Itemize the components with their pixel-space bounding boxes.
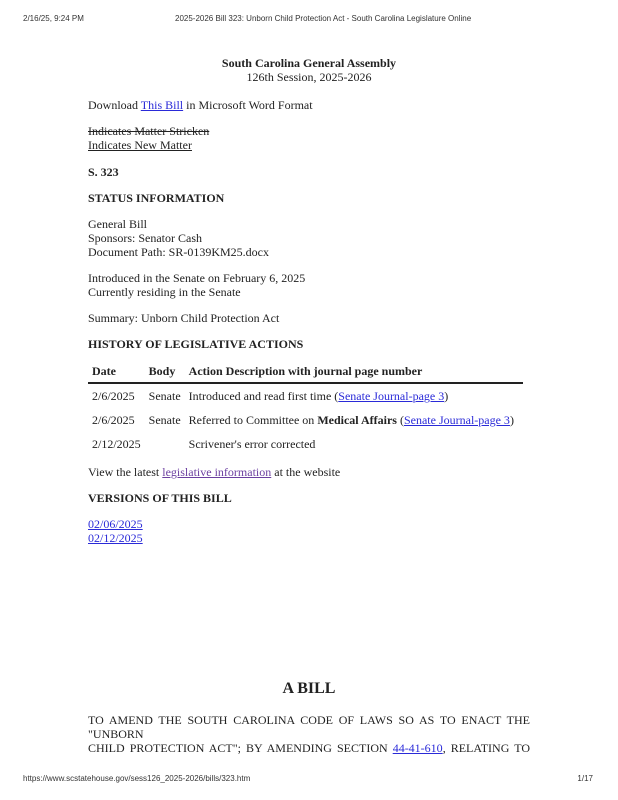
- history-action: [185, 432, 523, 456]
- bill-document: [88, 56, 530, 545]
- versions-heading: VERSIONS OF THIS BILL: [88, 491, 232, 505]
- download-line: [88, 98, 530, 112]
- history-date: 2/12/2025: [92, 437, 141, 451]
- column-date: Date: [88, 361, 145, 383]
- history-row: [88, 408, 523, 432]
- journal-link[interactable]: Senate Journal-page 3: [403, 413, 510, 427]
- column-action: Action Description with journal page number: [185, 361, 523, 383]
- history-header-row: [88, 361, 523, 383]
- download-bill-link[interactable]: This Bill: [140, 98, 184, 112]
- action-text: Scrivener's error corrected: [188, 437, 316, 451]
- assembly-name: South Carolina General Assembly: [221, 56, 397, 70]
- history-table: [88, 361, 523, 456]
- latest-info-line: [88, 465, 530, 479]
- history-body: Senate: [148, 413, 181, 427]
- bill-text-line-2-suffix: , RELATING TO: [442, 741, 530, 755]
- print-header: [0, 14, 618, 28]
- version-link[interactable]: 02/06/2025: [88, 517, 143, 531]
- print-url: https://www.scstatehouse.gov/sess126_2025-2026/bills/323.htm: [23, 774, 251, 783]
- history-body: Senate: [148, 389, 181, 403]
- history-row: [88, 383, 523, 408]
- bill-title: A BILL: [282, 680, 336, 697]
- history-row: [88, 432, 523, 456]
- status-details: [88, 217, 530, 259]
- bill-text-line-2-prefix: CHILD PROTECTION ACT"; BY AMENDING SECTION: [88, 741, 393, 755]
- code-section-link[interactable]: 44-41-610: [392, 741, 443, 755]
- print-datetime: 2/16/25, 9:24 PM: [23, 14, 84, 23]
- bill-text: [88, 713, 530, 755]
- legend-stricken: Indicates Matter Stricken: [88, 124, 210, 138]
- print-footer: [0, 774, 618, 788]
- versions-list: [88, 517, 530, 545]
- history-action: [185, 383, 523, 408]
- history-action: [185, 408, 523, 432]
- download-prefix: Download: [88, 98, 141, 112]
- journal-link[interactable]: Senate Journal-page 3: [338, 389, 445, 403]
- document-path: Document Path: SR-0139KM25.docx: [88, 245, 269, 259]
- download-suffix: in Microsoft Word Format: [183, 98, 313, 112]
- action-mid: (: [396, 413, 404, 427]
- sponsors: Sponsors: Senator Cash: [88, 231, 202, 245]
- bill-summary: Summary: Unborn Child Protection Act: [88, 311, 280, 325]
- status-heading: STATUS INFORMATION: [88, 191, 225, 205]
- legend: [88, 124, 530, 152]
- history-heading: HISTORY OF LEGISLATIVE ACTIONS: [88, 337, 304, 351]
- bill-text-line-1: TO AMEND THE SOUTH CAROLINA CODE OF LAWS SO AS TO ENACT THE "UNBORN: [88, 713, 530, 741]
- action-suffix: ): [444, 389, 449, 403]
- history-date: 2/6/2025: [92, 389, 135, 403]
- action-text: Introduced and read first time (: [188, 389, 339, 403]
- latest-info-suffix: at the website: [271, 465, 341, 479]
- session-name: 126th Session, 2025-2026: [246, 70, 372, 84]
- action-text: Referred to Committee on: [188, 413, 318, 427]
- introduced-date: Introduced in the Senate on February 6, 2025: [88, 271, 306, 285]
- legend-new-matter: Indicates New Matter: [88, 138, 192, 152]
- bill-text-line-2: [88, 741, 530, 755]
- bill-type: General Bill: [88, 217, 147, 231]
- latest-info-prefix: View the latest: [88, 465, 163, 479]
- status-location: [88, 271, 530, 299]
- legislative-information-link[interactable]: legislative information: [162, 465, 272, 479]
- current-location: Currently residing in the Senate: [88, 285, 241, 299]
- column-body: Body: [145, 361, 185, 383]
- history-date: 2/6/2025: [92, 413, 135, 427]
- version-link[interactable]: 02/12/2025: [88, 531, 143, 545]
- committee-name: Medical Affairs: [317, 413, 397, 427]
- print-page-title: 2025-2026 Bill 323: Unborn Child Protection Act - South Carolina Legislature Online: [175, 14, 472, 23]
- bill-number: S. 323: [88, 165, 119, 179]
- action-suffix: ): [509, 413, 514, 427]
- print-page-number: 1/17: [577, 774, 593, 783]
- history-body: [145, 432, 185, 456]
- document-header: [88, 56, 530, 84]
